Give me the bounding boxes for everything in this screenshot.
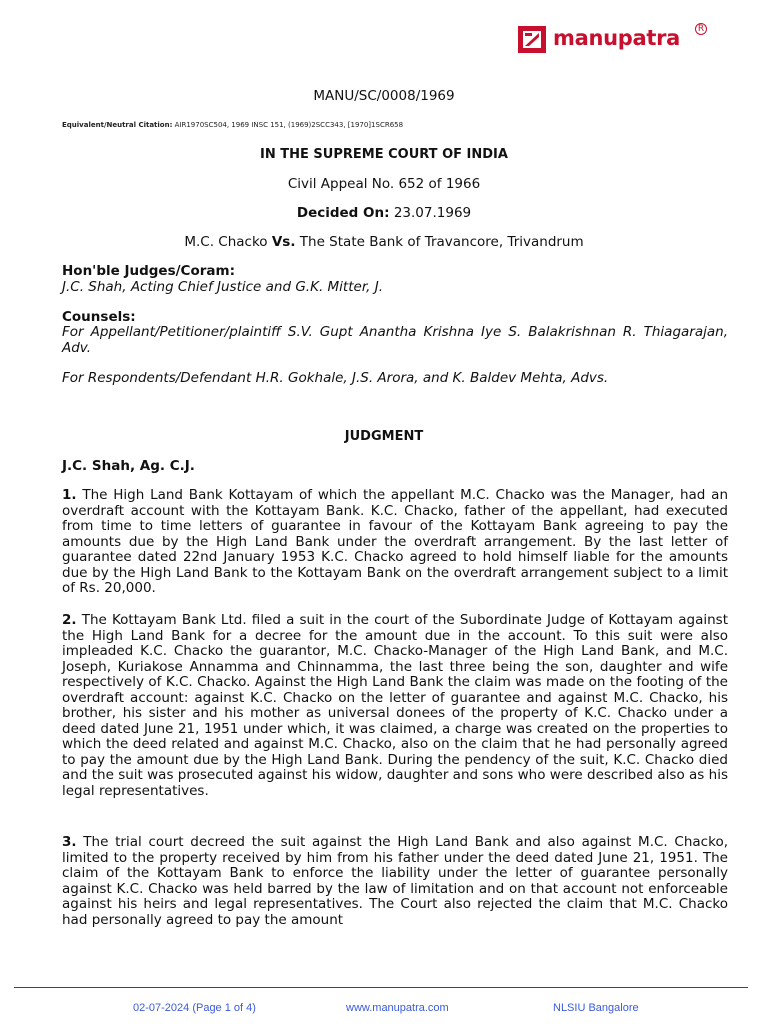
- counsels-heading: Counsels:: [62, 309, 136, 325]
- decided-on: [0, 205, 768, 221]
- registered-mark: R: [695, 23, 707, 35]
- judges-heading: Hon'ble Judges/Coram:: [62, 263, 235, 279]
- footer-divider: [14, 987, 748, 988]
- paragraph-text: The High Land Bank Kottayam of which the appellant M.C. Chacko was the Manager, had an overdraft account with the Kottayam Bank. K.C. Chacko, father of the appellant, had executed from time to time letters of guarantee in favour of the Kottayam Bank agreeing to pay the amounts due by the High Land Bank under the overdraft arrangement. By the last letter of guarantee dated 22nd January 1953 K.C. Chacko agreed to hold himself liable for the amounts due by the High Land Bank to the Kottayam Bank on the overdraft arrangement subject to a limit of Rs. 20,000.: [62, 487, 728, 596]
- counsel-appellant: For Appellant/Petitioner/plaintiff S.V. Gupt Anantha Krishna Iye S. Balakrishnan R. Thiagarajan, Adv.: [62, 324, 728, 356]
- appeal-number: Civil Appeal No. 652 of 1966: [287, 176, 481, 192]
- court-name: IN THE SUPREME COURT OF INDIA: [260, 147, 508, 162]
- paragraph-number: 1.: [62, 487, 77, 503]
- footer-website-link[interactable]: www.manupatra.com: [346, 1002, 449, 1014]
- judgment-author: J.C. Shah, Ag. C.J.: [62, 458, 195, 474]
- paragraph: [62, 488, 728, 597]
- paragraph-text: The Kottayam Bank Ltd. filed a suit in the court of the Subordinate Judge of Kottayam against the High Land Bank for a decree for the amount due in the account. To this suit were also impleaded K.C. Chacko the guarantor, M.C. Chacko-Manager of the High Land Bank, and M.C. Joseph, Kuriakose Annamma and Chinnamma, the last three being the son, daughter and wife respectively of K.C. Chacko. Against the High Land Bank the claim was made on the footing of the overdraft account: against K.C. Chacko on the letter of guarantee and against M.C. Chacko, his brother, his sister and his mother as universal donees of the property of K.C. Chacko under a deed dated June 21, 1951 under which, it was claimed, a charge was created on the properties to which the deed related and against M.C. Chacko, also on the claim that he had personally agreed to pay the amount due by the High Land Bank. During the pendency of the suit, K.C. Chacko died and the suit was prosecuted against his widow, daughter and sons who were described also as his legal representatives.: [62, 612, 728, 799]
- judgment-heading: JUDGMENT: [344, 429, 424, 444]
- equivalent-citation: [62, 121, 403, 129]
- decided-date: 23.07.1969: [393, 205, 472, 221]
- judges-names: J.C. Shah, Acting Chief Justice and G.K. Mitter, J.: [62, 279, 383, 295]
- versus: Vs.: [271, 234, 296, 250]
- paragraph-number: 3.: [62, 834, 77, 850]
- equivalent-citation-label: Equivalent/Neutral Citation:: [62, 121, 173, 129]
- paragraph-number: 2.: [62, 612, 77, 628]
- manupatra-logo-icon: [517, 25, 547, 54]
- paragraph: [62, 613, 728, 799]
- manupatra-logo: [517, 22, 709, 58]
- paragraph-text: The trial court decreed the suit against the High Land Bank and also against M.C. Chacko, limited to the property received by him from his father under the deed dated June 21, 1951. The claim of the Kottayam Bank to enforce the liability under the letter of guarantee personally against K.C. Chacko was held barred by the law of limitation and on that account not enforceable against his heirs and legal representatives. The Court also rejected the claim that M.C. Chacko had personally agreed to pay the amount: [62, 834, 728, 928]
- counsel-respondent: For Respondents/Defendant H.R. Gokhale, J.S. Arora, and K. Baldev Mehta, Advs.: [62, 370, 609, 386]
- footer-institution: NLSIU Bangalore: [553, 1002, 639, 1014]
- equivalent-citation-value: AIR1970SC504, 1969 INSC 151, (1969)2SCC343, [1970]1SCR658: [174, 121, 404, 129]
- decided-label: Decided On:: [296, 205, 390, 221]
- party-respondent: The State Bank of Travancore, Trivandrum: [299, 234, 584, 250]
- party-appellant: M.C. Chacko: [184, 234, 268, 250]
- case-parties: [0, 234, 768, 250]
- manu-citation: MANU/SC/0008/1969: [313, 88, 455, 104]
- brand-name: manupatra: [553, 26, 681, 50]
- footer-date-page: 02-07-2024 (Page 1 of 4): [133, 1002, 256, 1014]
- paragraph: [62, 835, 728, 928]
